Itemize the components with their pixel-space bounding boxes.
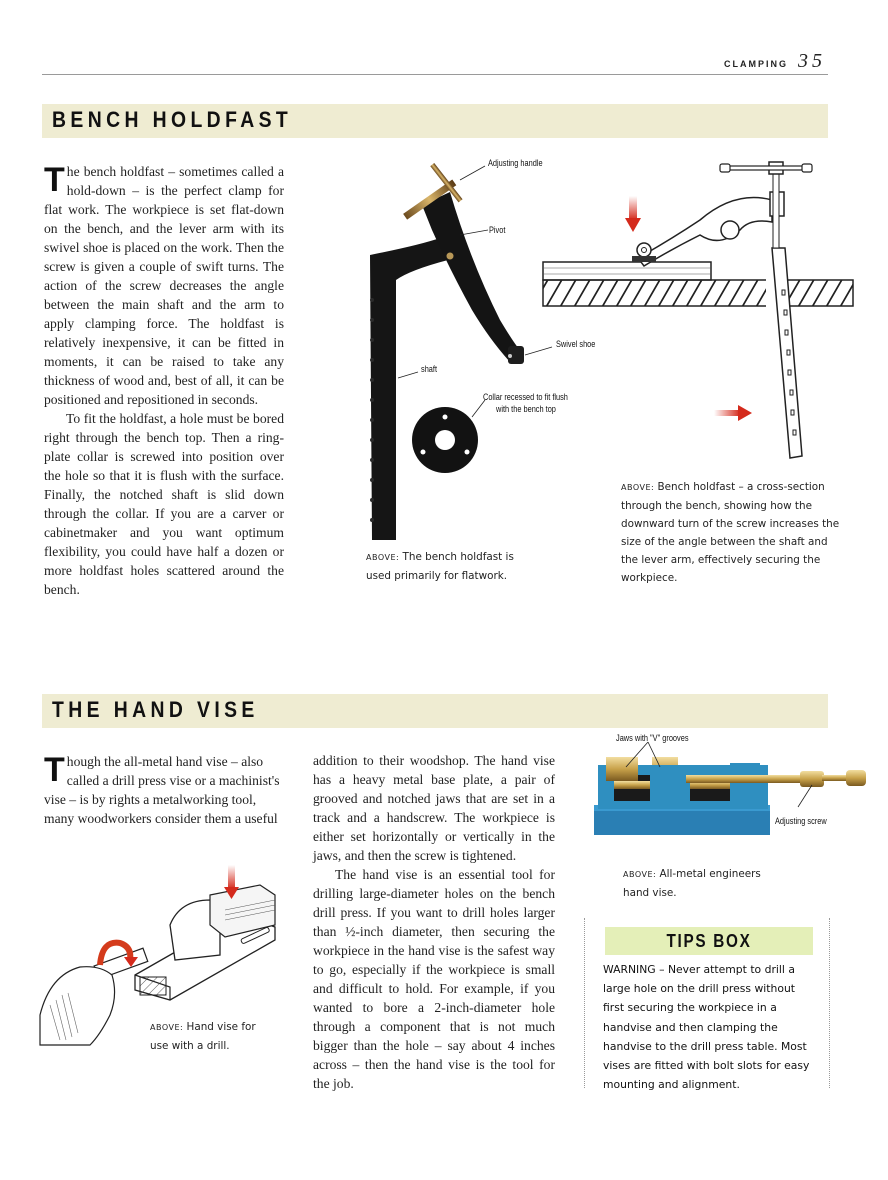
hand-vise-illustration-caption <box>150 1018 270 1055</box>
vise-adjusting-screw <box>686 775 806 783</box>
caption-above-label: ABOVE: <box>623 870 657 879</box>
label-jaws-v-grooves: Jaws with "V" grooves <box>616 733 689 743</box>
tips-title-bar <box>605 927 813 955</box>
vise-jaw-left <box>606 757 638 781</box>
vise-base-plate <box>594 807 770 835</box>
paragraph: To fit the holdfast, a hole must be bored right through the bench top. Then a ring-plate collar is screwed into position over the hole so that it is flush with the surface. Finally, the notched shaft is slid down through the collar. If you are a carver or cabinetmaker and you want optimum flexibility, you could have half a dozen or more holdfast holes scattered around the bench. <box>44 411 284 597</box>
running-head-section: CLAMPING <box>724 59 788 69</box>
lever-arm-shape <box>422 192 520 362</box>
hand-vise-photo-caption <box>623 865 773 902</box>
diagram-lever-arm <box>638 198 772 267</box>
label-shaft: shaft <box>421 364 438 374</box>
hand-vise-body-col1 <box>44 752 284 828</box>
caption-text: All-metal engineers hand vise. <box>623 868 761 899</box>
section-banner-bench-holdfast <box>42 104 828 138</box>
label-collar-line1: Collar recessed to fit flush <box>483 392 568 402</box>
paragraph-text: hough the all-metal hand vise – also called a drill press vise or a machinist's vise – is by rights a metalworking tool, many woodworkers consider them a useful <box>44 754 280 826</box>
caption-text: The bench holdfast is used primarily for flatwork. <box>366 551 514 582</box>
hand-vise-body-col2 <box>313 751 555 1093</box>
section-title: THE HAND VISE <box>52 697 259 722</box>
tips-title: TIPS BOX <box>666 931 752 951</box>
caption-text: Hand vise for use with a drill. <box>150 1021 256 1052</box>
label-adjusting-handle: Adjusting handle <box>488 158 543 168</box>
holdfast-diagram-caption <box>621 478 841 587</box>
drop-cap: T <box>44 751 65 789</box>
caption-above-label: ABOVE: <box>150 1023 184 1032</box>
header-rule <box>42 74 828 75</box>
tips-text: WARNING – Never attempt to drill a large hole on the drill press without first securing the workpiece in a handvise and then clamping the handvise to the drill press table. Most vises are fitted with bolt slots for easy mounting and alignment. <box>603 963 810 1092</box>
label-adjusting-screw: Adjusting screw <box>775 816 827 826</box>
collar-shape <box>412 407 478 473</box>
hand-vise-photo <box>590 745 875 865</box>
workpiece-shape <box>543 262 711 280</box>
pivot-pin <box>447 253 454 260</box>
caption-above-label: ABOVE: <box>366 553 400 562</box>
paragraph <box>44 752 284 828</box>
label-swivel-shoe: Swivel shoe <box>556 339 596 349</box>
tips-box <box>584 918 830 1092</box>
holdfast-photo-caption <box>366 548 516 585</box>
running-head <box>724 50 826 73</box>
page-number: 35 <box>798 50 826 72</box>
caption-text: Bench holdfast – a cross-section through the bench, showing how the downward turn of the screw increases the size of the angle between the shaft and the lever arm, effectively securing the workpiece. <box>621 481 840 584</box>
label-pivot: Pivot <box>489 225 506 235</box>
drop-cap: T <box>44 161 65 199</box>
label-collar-line2: with the bench top <box>496 404 556 414</box>
shaft-shape <box>370 238 448 540</box>
red-arrow-right-icon <box>714 405 752 421</box>
paragraph <box>44 162 284 409</box>
holdfast-cross-section-diagram <box>540 160 860 470</box>
bench-top-shape <box>543 280 853 306</box>
paragraph-text: he bench holdfast – sometimes called a hold-down – is the perfect clamp for flat work. The workpiece is set flat-down on the bench, and the lever arm with its swivel shoe is placed on the work. Then the screw is given a couple of swift turns. The action of the screw decreases the angle between the main shaft and the arm to apply clamping force. The holdfast is relatively inexpensive, it can be fitted in moments, it can be raised to take any thickness of wood and, best of all, it can be positioned and repositioned in seconds. <box>44 164 284 407</box>
bench-holdfast-body <box>44 162 284 599</box>
section-banner-hand-vise <box>42 694 828 728</box>
paragraph: The hand vise is an essential tool for drilling large-diameter holes on the bench drill press. If you want to drill holes larger than ½-inch diameter, then securing the workpiece in the hand vise is the safest way to go, especially if the workpiece is small and difficult to hold. For example, if you wanted to bore a 2-inch-diameter hole through a component that is not much bigger than the hole – say about 4 inches across – then the hand vise is the tool for the job. <box>313 867 555 1091</box>
paragraph: addition to their woodshop. The hand vise has a heavy metal base plate, a pair of grooved and notched jaws that are set in a track and a handscrew. The workpiece is either set horizontally or vertically in the jaws, and then the screw is tightened. <box>313 753 555 863</box>
section-title: BENCH HOLDFAST <box>52 107 293 132</box>
red-arrow-down-icon <box>625 196 641 232</box>
hand-shape <box>40 967 115 1045</box>
caption-above-label: ABOVE: <box>621 483 655 492</box>
